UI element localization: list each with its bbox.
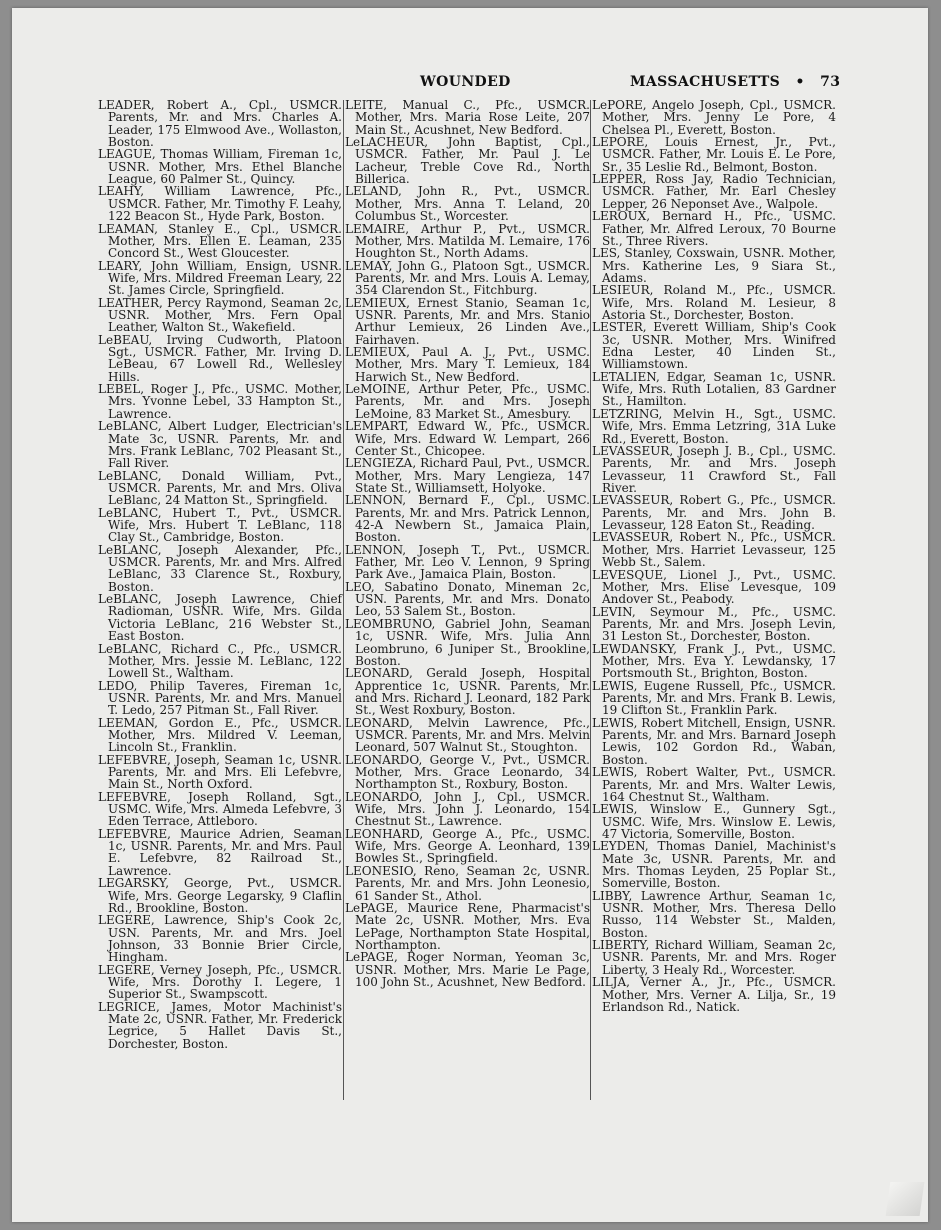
casualty-entry: LEWIS, Eugene Russell, Pfc., USMCR. Parents, Mr. and Mrs. Frank B. Lewis, 19 Clifton St., Franklin Park. bbox=[592, 678, 836, 718]
casualty-entry: LEPPER, Ross Jay, Radio Technician, USMCR. Father, Mr. Earl Chesley Lepper, 26 Neponset Ave., Walpole. bbox=[592, 172, 836, 211]
casualty-entry: LELAND, John R., Pvt., USMCR. Mother, Mrs. Anna T. Leland, 20 Columbus St., Worcester. bbox=[345, 184, 590, 224]
casualty-entry: LeBEAU, Irving Cudworth, Platoon Sgt., USMCR. Father, Mr. Irving D. LeBeau, 67 Lowell Rd., Wellesley Hills. bbox=[98, 332, 342, 384]
casualty-entry: LEAMAN, Stanley E., Cpl., USMCR. Mother, Mrs. Ellen E. Leaman, 235 Concord St., West Gloucester. bbox=[98, 221, 342, 261]
casualty-entry: LEWIS, Robert Walter, Pvt., USMCR. Parents, Mr. and Mrs. Walter Lewis, 164 Chestnut St., Waltham. bbox=[592, 765, 836, 804]
casualty-entry: LEAGUE, Thomas William, Fireman 1c, USNR. Mother, Mrs. Ethel Blanche League, 60 Palmer St., Quincy. bbox=[98, 147, 342, 186]
casualty-entry: LeBLANC, Joseph Alexander, Pfc., USMCR. Parents, Mr. and Mrs. Alfred LeBlanc, 33 Clarence St., Roxbury, Boston. bbox=[98, 542, 342, 594]
casualty-entry: LEGERE, Verney Joseph, Pfc., USMCR. Wife, Mrs. Dorothy I. Legere, 1 Superior St., Swampscott. bbox=[98, 962, 342, 1002]
casualty-entry: LeBLANC, Joseph Lawrence, Chief Radioman, USNR. Wife, Mrs. Gilda Victoria LeBlanc, 216 Webster St., East Boston. bbox=[98, 592, 342, 644]
casualty-entry: LEGARSKY, George, Pvt., USMCR. Wife, Mrs. George Legarsky, 9 Claflin Rd., Brookline, Boston. bbox=[98, 876, 342, 915]
casualty-entry: LENNON, Joseph T., Pvt., USMCR. Father, Mr. Leo V. Lennon, 9 Spring Park Ave., Jamaica Plain, Boston. bbox=[345, 542, 590, 582]
casualty-entry: LEVASSEUR, Joseph J. B., Cpl., USMC. Parents, Mr. and Mrs. Joseph Levasseur, 11 Crawford St., Fall River. bbox=[592, 444, 836, 495]
casualty-entry: LEEMAN, Gordon E., Pfc., USMCR. Mother, Mrs. Mildred V. Leeman, Lincoln St., Franklin. bbox=[98, 715, 342, 755]
casualty-entry: LIBBY, Lawrence Arthur, Seaman 1c, USNR. Mother, Mrs. Theresa Dello Russo, 114 Webster St., Malden, Boston. bbox=[592, 888, 836, 940]
casualty-entry: LEFEBVRE, Joseph, Seaman 1c, USNR. Parents, Mr. and Mrs. Eli Lefebvre, Main St., North Oxford. bbox=[98, 752, 342, 792]
casualty-entry: LEMIEUX, Paul A. J., Pvt., USMC. Mother, Mrs. Mary T. Lemieux, 184 Harwich St., New Bedford. bbox=[345, 345, 590, 384]
casualty-entry: LENNON, Bernard F., Cpl., USMC. Parents, Mr. and Mrs. Patrick Lennon, 42-A Newbern St., Jamaica Plain, Boston. bbox=[345, 493, 590, 545]
casualty-entry: LEONHARD, George A., Pfc., USMC. Wife, Mrs. George A. Leonhard, 139 Bowles St., Springfield. bbox=[345, 826, 590, 866]
casualty-entry: LeBLANC, Albert Ludger, Electrician's Mate 3c, USNR. Parents, Mr. and Mrs. Frank LeBlanc, 702 Pleasant St., Fall River. bbox=[98, 419, 342, 471]
casualty-entry: LEMIEUX, Ernest Stanio, Seaman 1c, USNR. Parents, Mr. and Mrs. Stanio Arthur Lemieux, 26 Linden Ave., Fairhaven. bbox=[345, 295, 590, 347]
casualty-entry: LETZRING, Melvin H., Sgt., USMC. Wife, Mrs. Emma Letzring, 31A Luke Rd., Everett, Boston. bbox=[592, 406, 836, 446]
casualty-entry: LEVASSEUR, Robert N., Pfc., USMCR. Mother, Mrs. Harriet Levasseur, 125 Webb St., Salem. bbox=[592, 530, 836, 570]
casualty-entry: LEYDEN, Thomas Daniel, Machinist's Mate 3c, USNR. Parents, Mr. and Mrs. Thomas Leyden, 25 Poplar St., Somerville, Boston. bbox=[592, 839, 836, 891]
casualty-entry: LeBLANC, Hubert T., Pvt., USMCR. Wife, Mrs. Hubert T. LeBlanc, 118 Clay St., Cambridge, Boston. bbox=[98, 505, 342, 545]
casualty-entry: LEROUX, Bernard H., Pfc., USMC. Father, Mr. Alfred Leroux, 70 Bourne St., Three Rivers. bbox=[592, 209, 836, 248]
page-header bbox=[12, 74, 928, 96]
section-title: WOUNDED bbox=[420, 74, 511, 90]
casualty-entry: LEWIS, Winslow E., Gunnery Sgt., USMC. Wife, Mrs. Winslow E. Lewis, 47 Victoria, Somerville, Boston. bbox=[592, 802, 836, 841]
running-head bbox=[630, 74, 840, 90]
casualty-entry: LESTER, Everett William, Ship's Cook 3c, USNR. Mother, Mrs. Winifred Edna Lester, 40 Linden St., Williamstown. bbox=[592, 320, 836, 372]
casualty-entry: LEFEBVRE, Maurice Adrien, Seaman 1c, USNR. Parents, Mr. and Mrs. Paul E. Lefebvre, 82 Railroad St., Lawrence. bbox=[98, 826, 342, 878]
casualty-entry: LEO, Sabatino Donato, Mineman 2c, USN. Parents, Mr. and Mrs. Donato Leo, 53 Salem St., Boston. bbox=[345, 579, 590, 619]
casualty-entry: LENGIEZA, Richard Paul, Pvt., USMCR. Mother, Mrs. Mary Lengieza, 147 State St., Williamsett, Holyoke. bbox=[345, 456, 590, 495]
casualty-entry: LEMPART, Edward W., Pfc., USMCR. Wife, Mrs. Edward W. Lempart, 266 Center St., Chicopee. bbox=[345, 419, 590, 458]
casualty-entry: LEVESQUE, Lionel J., Pvt., USMC. Mother, Mrs. Elise Levesque, 109 Andover St., Peabody. bbox=[592, 567, 836, 607]
casualty-entry: LEATHER, Percy Raymond, Seaman 2c, USNR. Mother, Mrs. Fern Opal Leather, Walton St., Wakefield. bbox=[98, 295, 342, 335]
casualty-entry: LEBEL, Roger J., Pfc., USMC. Mother, Mrs. Yvonne Lebel, 33 Hampton St., Lawrence. bbox=[98, 382, 342, 421]
casualty-entry: LEVASSEUR, Robert G., Pfc., USMCR. Parents, Mr. and Mrs. John B. Levasseur, 128 Eaton St., Reading. bbox=[592, 493, 836, 532]
column-divider bbox=[343, 100, 344, 1100]
casualty-entry: LILJA, Verner A., Jr., Pfc., USMCR. Mother, Mrs. Verner A. Lilja, Sr., 19 Erlandson Rd., Natick. bbox=[592, 975, 836, 1014]
casualty-entry: LEOMBRUNO, Gabriel John, Seaman 1c, USNR. Wife, Mrs. Julia Ann Leombruno, 6 Juniper St., Brookline, Boston. bbox=[345, 616, 590, 668]
casualty-entry: LEDO, Philip Taveres, Fireman 1c, USNR. Parents, Mr. and Mrs. Manuel T. Ledo, 257 Pitman St., Fall River. bbox=[98, 678, 342, 718]
page-corner-fold bbox=[886, 1182, 925, 1216]
casualty-entry: LES, Stanley, Coxswain, USNR. Mother, Mrs. Katherine Les, 9 Siara St., Adams. bbox=[592, 246, 836, 285]
casualty-entry: LEWIS, Robert Mitchell, Ensign, USNR. Parents, Mr. and Mrs. Barnard Joseph Lewis, 102 Gordon Rd., Waban, Boston. bbox=[592, 715, 836, 767]
casualty-entry: LEONESIO, Reno, Seaman 2c, USNR. Parents, Mr. and Mrs. John Leonesio, 61 Sander St., Athol. bbox=[345, 863, 590, 903]
casualty-entry: LEVIN, Seymour M., Pfc., USMC. Parents, Mr. and Mrs. Joseph Levin, 31 Leston St., Dorchester, Boston. bbox=[592, 604, 836, 644]
casualty-entry: LEFEBVRE, Joseph Rolland, Sgt., USMC. Wife, Mrs. Almeda Lefebvre, 3 Eden Terrace, Attleboro. bbox=[98, 789, 342, 829]
casualty-entry: LePAGE, Maurice Rene, Pharmacist's Mate 2c, USNR. Mother, Mrs. Eva LePage, Northampton State Hospital, Northampton. bbox=[345, 901, 590, 952]
casualty-entry: LEWDANSKY, Frank J., Pvt., USMC. Mother, Mrs. Eva Y. Lewdansky, 17 Portsmouth St., Brighton, Boston. bbox=[592, 641, 836, 681]
casualty-entry: LEONARDO, George V., Pvt., USMCR. Mother, Mrs. Grace Leonardo, 34 Northampton St., Roxbury, Boston. bbox=[345, 752, 590, 792]
bullet: • bbox=[795, 74, 805, 90]
casualty-entry: LEONARD, Gerald Joseph, Hospital Apprentice 1c, USNR. Parents, Mr. and Mrs. Richard J. Leonard, 182 Park St., West Roxbury, Boston. bbox=[345, 666, 590, 718]
casualty-entry: LeBLANC, Richard C., Pfc., USMCR. Mother, Mrs. Jessie M. LeBlanc, 122 Lowell St., Waltham. bbox=[98, 641, 342, 681]
page-number: 73 bbox=[820, 74, 841, 90]
column-2 bbox=[345, 99, 590, 989]
casualty-entry: LEONARD, Melvin Lawrence, Pfc., USMCR. Parents, Mr. and Mrs. Melvin Leonard, 507 Walnut St., Stoughton. bbox=[345, 715, 590, 755]
casualty-entry: LeBLANC, Donald William, Pvt., USMCR. Parents, Mr. and Mrs. Oliva LeBlanc, 24 Matton St., Springfield. bbox=[98, 468, 342, 508]
casualty-entry: LETALIEN, Edgar, Seaman 1c, USNR. Wife, Mrs. Ruth Lotalien, 83 Gardner St., Hamilton. bbox=[592, 369, 836, 409]
casualty-entry: LeLACHEUR, John Baptist, Cpl., USMCR. Father, Mr. Paul J. Le Lacheur, Treble Cove Rd., North Billerica. bbox=[345, 135, 590, 186]
state-name: MASSACHUSETTS bbox=[630, 74, 781, 90]
casualty-entry: LEGERE, Lawrence, Ship's Cook 2c, USN. Parents, Mr. and Mrs. Joel Johnson, 33 Bonnie Brier Circle, Hingham. bbox=[98, 913, 342, 965]
casualty-entry: LEMAY, John G., Platoon Sgt., USMCR. Parents, Mr. and Mrs. Louis A. Lemay, 354 Clarendon St., Fitchburg. bbox=[345, 258, 590, 298]
casualty-entry: LEARY, John William, Ensign, USNR. Wife, Mrs. Mildred Freeman Leary, 22 St. James Circle, Springfield. bbox=[98, 258, 342, 298]
casualty-entry: LEMAIRE, Arthur P., Pvt., USMCR. Mother, Mrs. Matilda M. Lemaire, 176 Houghton St., North Adams. bbox=[345, 221, 590, 261]
casualty-entry: LIBERTY, Richard William, Seaman 2c, USNR. Parents, Mr. and Mrs. Roger Liberty, 3 Healy Rd., Worcester. bbox=[592, 938, 836, 977]
casualty-entry: LePAGE, Roger Norman, Yeoman 3c, USNR. Mother, Mrs. Marie Le Page, 100 John St., Acushnet, New Bedford. bbox=[345, 950, 590, 990]
casualty-entry: LePORE, Angelo Joseph, Cpl., USMCR. Mother, Mrs. Jenny Le Pore, 4 Chelsea Pl., Everett, Boston. bbox=[592, 98, 836, 137]
document-page bbox=[12, 8, 928, 1222]
casualty-entry: LeMOINE, Arthur Peter, Pfc., USMC. Parents, Mr. and Mrs. Joseph LeMoine, 83 Market St., Amesbury. bbox=[345, 382, 590, 421]
casualty-entry: LEADER, Robert A., Cpl., USMCR. Parents, Mr. and Mrs. Charles A. Leader, 175 Elmwood Ave., Wollaston, Boston. bbox=[98, 98, 342, 149]
casualty-entry: LEONARDO, John J., Cpl., USMCR. Wife, Mrs. John J. Leonardo, 154 Chestnut St., Lawrence. bbox=[345, 789, 590, 829]
casualty-entry: LEITE, Manual C., Pfc., USMCR. Mother, Mrs. Maria Rose Leite, 207 Main St., Acushnet, New Bedford. bbox=[345, 98, 590, 137]
column-3 bbox=[592, 99, 836, 1013]
casualty-entry: LEAHY, William Lawrence, Pfc., USMCR. Father, Mr. Timothy F. Leahy, 122 Beacon St., Hyde Park, Boston. bbox=[98, 184, 342, 224]
column-divider bbox=[590, 100, 591, 1100]
casualty-entry: LESIEUR, Roland M., Pfc., USMCR. Wife, Mrs. Roland M. Lesieur, 8 Astoria St., Dorchester, Boston. bbox=[592, 283, 836, 322]
casualty-entry: LEPORE, Louis Ernest, Jr., Pvt., USMCR. Father, Mr. Louis E. Le Pore, Sr., 35 Leslie Rd., Belmont, Boston. bbox=[592, 135, 836, 174]
casualty-entry: LEGRICE, James, Motor Machinist's Mate 2c, USNR. Father, Mr. Frederick Legrice, 5 Hallet Davis St., Dorchester, Boston. bbox=[98, 999, 342, 1051]
column-1 bbox=[98, 99, 342, 1050]
